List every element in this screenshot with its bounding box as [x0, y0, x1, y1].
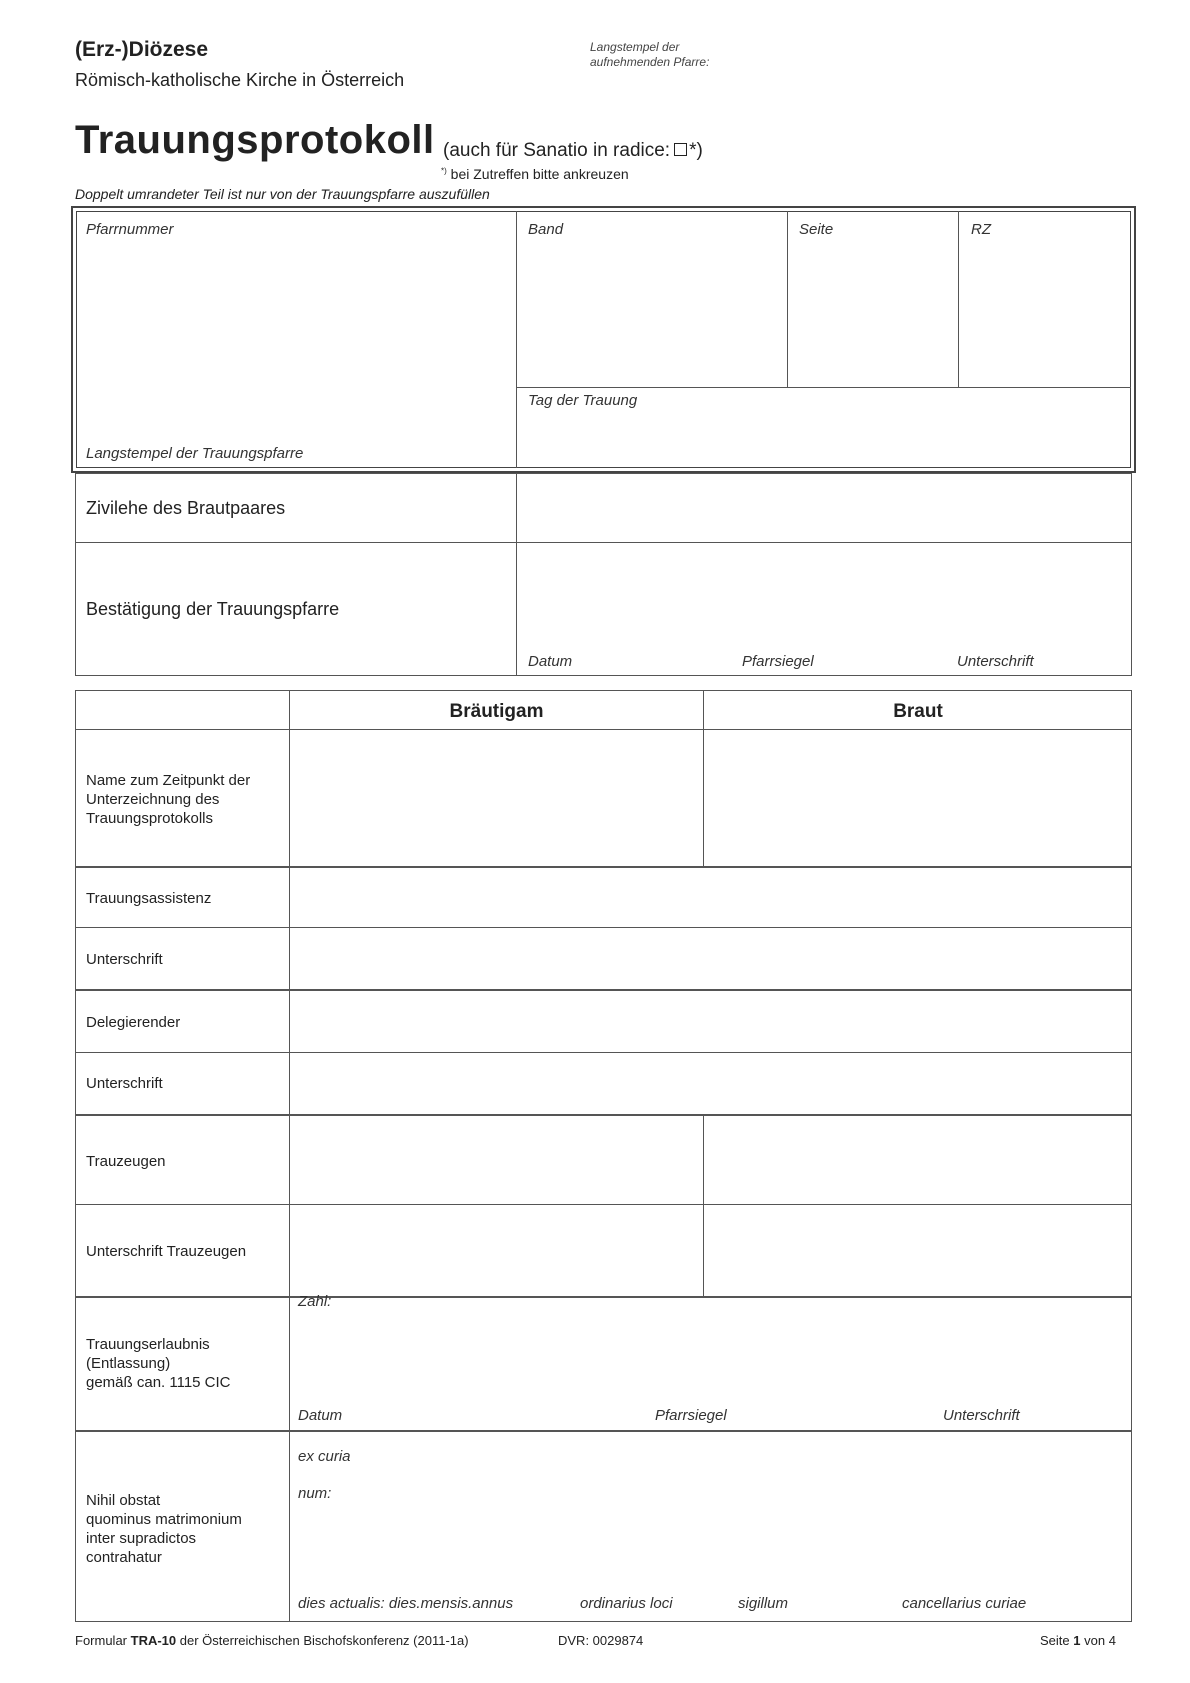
document-title: Trauungsprotokoll: [75, 118, 435, 162]
ordinarius-loci-label: ordinarius loci: [580, 1595, 673, 1612]
assistenz-unterschrift-field[interactable]: [292, 930, 1129, 986]
civil-divider-h: [75, 542, 1132, 543]
zivilehe-label: Zivilehe des Brautpaares: [86, 498, 286, 518]
receiving-parish-stamp-label: [590, 40, 709, 70]
sigillum-label: sigillum: [738, 1595, 789, 1612]
footer-page-num: 1: [1073, 1633, 1081, 1648]
footer-formular-code: TRA-10: [130, 1633, 177, 1648]
row-line-1: [75, 729, 1132, 730]
nihil-label-line1: Nihil obstat: [86, 1492, 161, 1509]
row-line-4: [75, 989, 1132, 991]
delegierender-label: Delegierender: [86, 1014, 181, 1031]
sanatio-prefix-text: (auch für Sanatio in radice:: [443, 140, 671, 161]
nihil-label-line4: contrahatur: [86, 1549, 162, 1566]
bestaetigung-field[interactable]: [520, 546, 1128, 648]
trauungsassistenz-label: Trauungsassistenz: [86, 890, 212, 907]
groom-name-field[interactable]: [292, 732, 700, 863]
num-label: num:: [298, 1485, 332, 1502]
table-label-col-divider: [289, 690, 290, 1622]
row-line-5: [75, 1052, 1132, 1053]
footer-page-suffix: von 4: [1084, 1633, 1116, 1648]
row-line-8: [75, 1296, 1132, 1298]
sanatio-checkbox[interactable]: [674, 143, 687, 156]
trauungsassistenz-field[interactable]: [292, 870, 1129, 924]
footer-dvr: DVR: 0029874: [558, 1633, 644, 1648]
trauungserlaubnis-field[interactable]: [292, 1315, 1129, 1403]
erlaubnis-pfarrsiegel-label: Pfarrsiegel: [655, 1407, 727, 1424]
groom-column-header: Bräutigam: [449, 701, 544, 722]
assistenz-unterschrift-label: Unterschrift: [86, 951, 163, 968]
bestaetigung-label: Bestätigung der Trauungspfarre: [86, 599, 340, 619]
parish-divider-h: [516, 387, 1131, 388]
groom-witness-signature-field[interactable]: [292, 1207, 700, 1293]
trauzeugen-unterschrift-label: Unterschrift Trauzeugen: [86, 1243, 247, 1260]
footer-formular-prefix: Formular: [75, 1633, 128, 1648]
footer-formular: [75, 1633, 469, 1648]
erlaubnis-label-line1: Trauungserlaubnis: [86, 1336, 210, 1353]
pfarrnummer-label: Pfarrnummer: [86, 221, 174, 238]
ex-curia-label: ex curia: [298, 1448, 351, 1465]
table-witness-col-divider: [703, 1114, 704, 1296]
nihil-label-line3: inter supradictos: [86, 1530, 197, 1547]
dies-actualis-label: dies actualis: dies.mensis.annus: [298, 1595, 514, 1612]
erlaubnis-zahl-label: Zahl:: [298, 1293, 332, 1310]
sanatio-suffix: *): [689, 140, 703, 161]
instruction-text: Doppelt umrandeter Teil ist nur von der Trauungspfarre auszufüllen: [75, 186, 490, 202]
footnote: [441, 166, 629, 182]
seite-label: Seite: [799, 221, 834, 238]
footer-page-number: [1040, 1633, 1116, 1648]
row-line-7: [75, 1204, 1132, 1205]
band-field[interactable]: [520, 240, 784, 384]
name-row-label: [86, 771, 250, 828]
cancellarius-curiae-label: cancellarius curiae: [902, 1595, 1027, 1612]
nihil-label-line2: quominus matrimonium: [86, 1511, 242, 1528]
seite-field[interactable]: [791, 240, 955, 384]
civil-pfarrsiegel-label: Pfarrsiegel: [742, 653, 814, 670]
name-row-label-line3: Trauungsprotokolls: [86, 810, 214, 827]
name-row-label-line2: Unterzeichnung des: [86, 791, 220, 808]
tag-der-trauung-field[interactable]: [520, 412, 1128, 464]
bride-name-field[interactable]: [706, 732, 1129, 863]
footer-formular-suffix: der Österreichischen Bischofskonferenz (2011-1a): [179, 1633, 469, 1648]
parish-divider-1: [516, 211, 517, 468]
row-line-9: [75, 1430, 1132, 1432]
parish-divider-3: [958, 211, 959, 387]
bride-witness-signature-field[interactable]: [706, 1207, 1129, 1293]
erlaubnis-label-line3: gemäß can. 1115 CIC: [86, 1374, 231, 1391]
nihil-obstat-field[interactable]: [292, 1510, 1129, 1590]
delegierender-field[interactable]: [292, 993, 1129, 1049]
row-line-2: [75, 866, 1132, 868]
footer-page-prefix: Seite: [1040, 1633, 1070, 1648]
trauungserlaubnis-label: [86, 1335, 231, 1392]
band-label: Band: [528, 221, 564, 238]
langstempel-label: Langstempel der Trauungspfarre: [86, 445, 304, 462]
stamp-label-line2: aufnehmenden Pfarre:: [590, 55, 710, 69]
church-name: Römisch-katholische Kirche in Österreich: [75, 70, 405, 90]
civil-unterschrift-label: Unterschrift: [957, 653, 1034, 670]
trauzeugen-label: Trauzeugen: [86, 1153, 166, 1170]
rz-label: RZ: [971, 221, 991, 238]
civil-divider-v: [516, 473, 517, 676]
pfarrnummer-field[interactable]: [80, 240, 512, 440]
erlaubnis-datum-label: Datum: [298, 1407, 343, 1424]
groom-witness-field[interactable]: [292, 1118, 700, 1201]
footnote-mark: *): [441, 166, 447, 176]
rz-field[interactable]: [962, 240, 1128, 384]
zivilehe-field[interactable]: [520, 477, 1128, 539]
bride-column-header: Braut: [893, 701, 943, 722]
parish-divider-2: [787, 211, 788, 387]
row-line-3: [75, 927, 1132, 928]
name-row-label-line1: Name zum Zeitpunkt der: [86, 772, 251, 789]
diocese-heading: (Erz-)Diözese: [75, 38, 209, 61]
row-line-6: [75, 1114, 1132, 1116]
bride-witness-field[interactable]: [706, 1118, 1129, 1201]
footnote-text: bei Zutreffen bitte ankreuzen: [450, 166, 629, 182]
tag-der-trauung-label: Tag der Trauung: [528, 392, 638, 409]
erlaubnis-label-line2: (Entlassung): [86, 1355, 171, 1372]
delegierender-unterschrift-field[interactable]: [292, 1055, 1129, 1111]
sanatio-note: [443, 140, 703, 162]
stamp-label-line1: Langstempel der: [590, 40, 680, 54]
civil-datum-label: Datum: [528, 653, 573, 670]
erlaubnis-unterschrift-label: Unterschrift: [943, 1407, 1020, 1424]
nihil-obstat-label: [86, 1491, 242, 1567]
delegierender-unterschrift-label: Unterschrift: [86, 1075, 163, 1092]
